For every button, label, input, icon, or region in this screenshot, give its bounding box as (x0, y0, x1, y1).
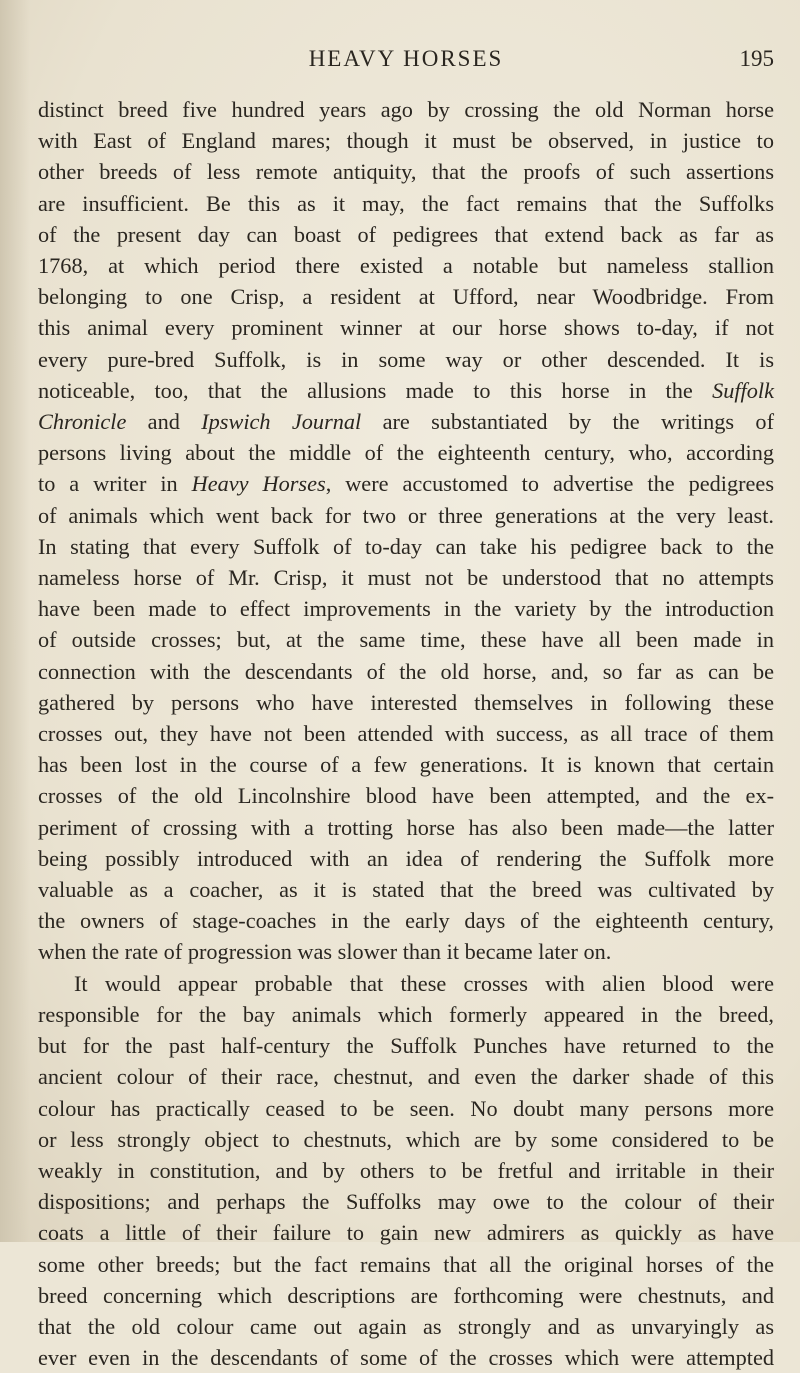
text-line: of the present day can boast of pedigrees that extend back as far as (38, 221, 774, 247)
text-line: of animals which went back for two or three generations at the very least. (38, 502, 774, 528)
text-line: the owners of stage-coaches in the early days of the eighteenth century, (38, 908, 774, 934)
text-line: periment of crossing with a trotting horse has also been made—the latter (38, 814, 774, 840)
text-line: ever even in the descendants of some of the crosses which were attempted (38, 1345, 774, 1371)
text-line: with East of England mares; though it must be observed, in justice to (38, 128, 774, 154)
binding-shadow (0, 0, 30, 1242)
text-line: In stating that every Suffolk of to-day can take his pedigree back to the (38, 533, 774, 559)
body-text (38, 94, 774, 1373)
text-line: valuable as a coacher, as it is stated that the breed was cultivated by (38, 877, 774, 903)
text-line: dispositions; and perhaps the Suffolks may owe to the colour of their (38, 1189, 774, 1215)
text-line: crosses out, they have not been attended with success, as all trace of them (38, 721, 774, 747)
text-line: connection with the descendants of the old horse, and, so far as can be (38, 658, 774, 684)
text-line: other breeds of less remote antiquity, that the proofs of such assertions (38, 159, 774, 185)
text-line: persons living about the middle of the eighteenth century, who, according (38, 440, 774, 466)
text-line: gathered by persons who have interested themselves in following these (38, 689, 774, 715)
text-line: every pure-bred Suffolk, is in some way or other descended. It is (38, 346, 774, 372)
italic-title: Suffolk (712, 377, 774, 403)
text-line: have been made to effect improvements in the variety by the introduction (38, 596, 774, 622)
text-line: crosses of the old Lincolnshire blood have been attempted, and the ex- (38, 783, 774, 809)
text-line: colour has practically ceased to be seen. No doubt many persons more (38, 1095, 774, 1121)
text-line: has been lost in the course of a few generations. It is known that certain (38, 752, 774, 778)
text-line: belonging to one Crisp, a resident at Ufford, near Woodbridge. From (38, 284, 774, 310)
text-line: are insufficient. Be this as it may, the fact remains that the Suffolks (38, 190, 774, 216)
text-line: responsible for the bay animals which formerly appeared in the breed, (38, 1001, 774, 1027)
text-run: and (126, 409, 202, 435)
text-run: , were accustomed to advertise the pedigrees (325, 471, 774, 497)
text-line: when the rate of progression was slower than it became later on. (38, 939, 612, 965)
text-line: It would appear probable that these crosses with alien blood were (74, 970, 774, 996)
text-run: noticeable, too, that the allusions made to this horse in the (38, 377, 713, 403)
text-line (38, 406, 774, 437)
text-line: weakly in constitution, and by others to be fretful and irritable in their (38, 1157, 774, 1183)
text-line: but for the past half-century the Suffolk Punches have returned to the (38, 1033, 774, 1059)
text-line: or less strongly object to chestnuts, which are by some considered to be (38, 1126, 774, 1152)
text-line (38, 375, 774, 406)
italic-title: Chronicle (38, 409, 127, 435)
italic-title: Heavy Horses (191, 471, 326, 497)
text-line: breed concerning which descriptions are forthcoming were chestnuts, and (38, 1282, 774, 1308)
text-line: ancient colour of their race, chestnut, and even the darker shade of this (38, 1064, 774, 1090)
italic-title: Ipswich Journal (201, 409, 362, 435)
text-line (38, 468, 774, 499)
text-line: of outside crosses; but, at the same time, these have all been made in (38, 627, 774, 653)
text-run: to a writer in (38, 471, 192, 497)
running-head: HEAVY HORSES (308, 46, 504, 71)
page-header (38, 46, 774, 76)
text-line: being possibly introduced with an idea of rendering the Suffolk more (38, 845, 774, 871)
text-line: 1768, at which period there existed a notable but nameless stallion (38, 253, 774, 279)
page-number: 195 (739, 46, 774, 71)
text-line: coats a little of their failure to gain new admirers as quickly as have (38, 1220, 774, 1246)
text-line: some other breeds; but the fact remains that all the original horses of the (38, 1251, 774, 1277)
text-line: distinct breed five hundred years ago by crossing the old Norman horse (38, 97, 774, 122)
text-line: that the old colour came out again as strongly and as unvaryingly as (38, 1313, 774, 1339)
text-line: this animal every prominent winner at our horse shows to-day, if not (38, 315, 774, 341)
text-line: nameless horse of Mr. Crisp, it must not be understood that no attempts (38, 565, 774, 591)
text-run: are substantiated by the writings of (361, 409, 774, 435)
